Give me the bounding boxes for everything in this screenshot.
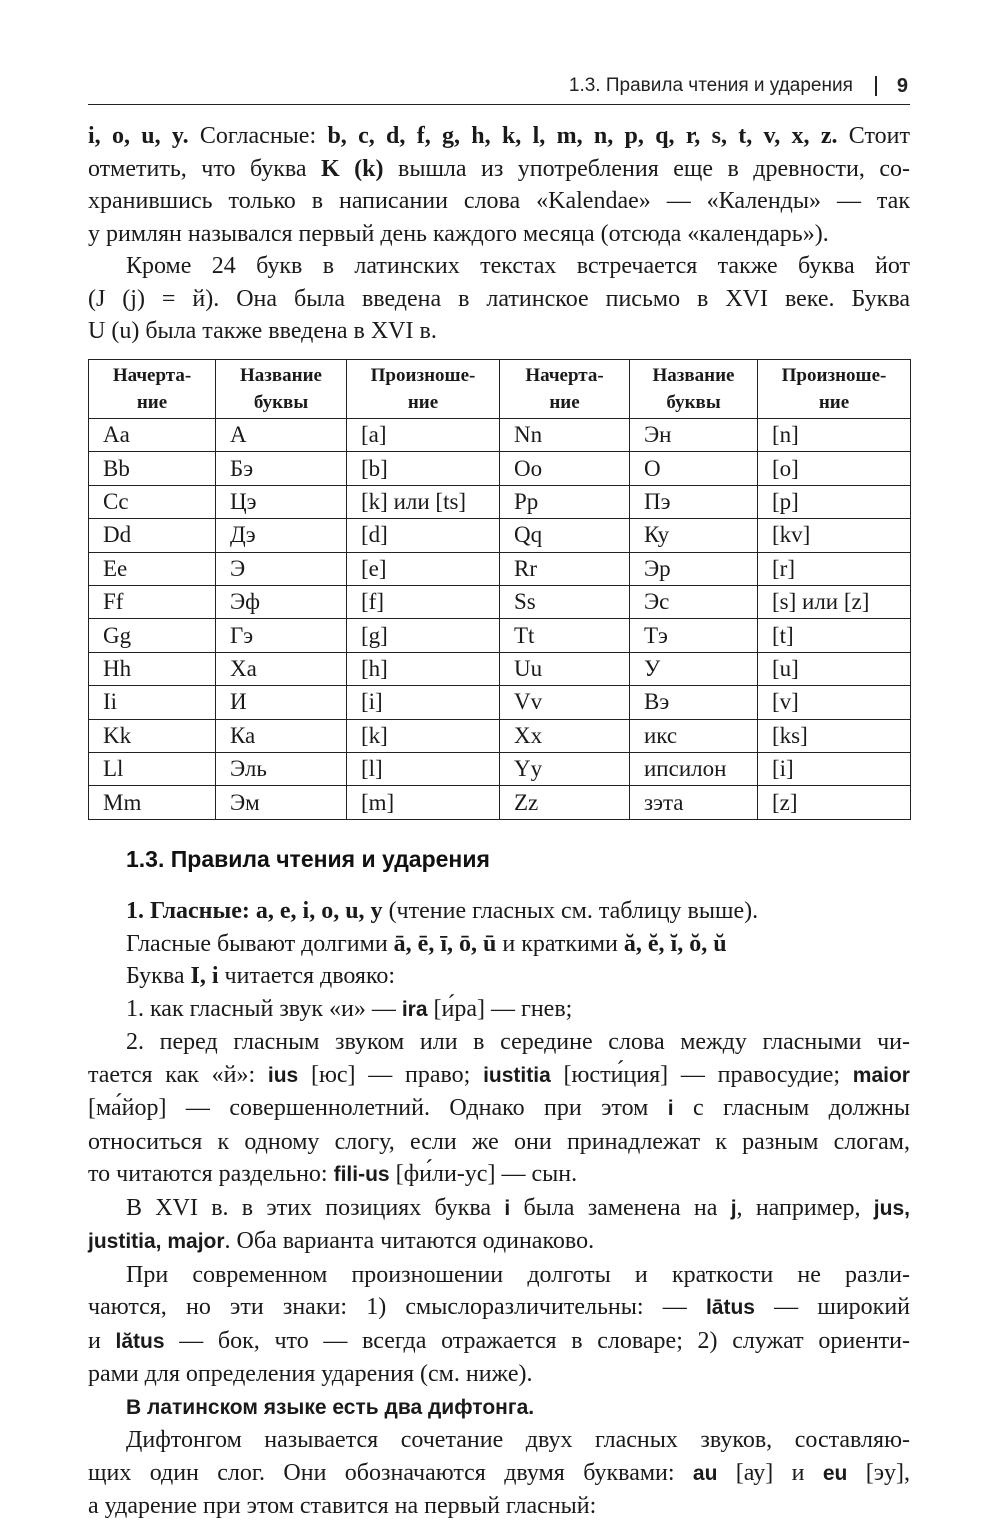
table-cell: Бэ	[216, 452, 347, 485]
table-cell: Kk	[89, 719, 216, 752]
table-cell: Yy	[500, 753, 630, 786]
header-cell: Начерта- ние	[500, 360, 630, 419]
table-cell: Эф	[216, 586, 347, 619]
table-cell: Ss	[500, 586, 630, 619]
xvi-century-paragraph: В XVI в. в этих позициях буква i была заменена на j, например, jus, justitia, major. Оба варианта читаются одинаково.	[88, 1194, 910, 1254]
table-cell: Hh	[89, 652, 216, 685]
table-cell: [m]	[347, 786, 500, 820]
header-cell: Название буквы	[630, 360, 758, 419]
table-cell: Aa	[89, 419, 216, 452]
table-cell: Mm	[89, 786, 216, 820]
header-cell: Название буквы	[216, 360, 347, 419]
table-cell: Xx	[500, 719, 630, 752]
table-row	[89, 719, 911, 752]
table-row	[89, 753, 911, 786]
table-cell: [v]	[758, 686, 911, 719]
table-cell: Tt	[500, 619, 630, 652]
table-cell: Ка	[216, 719, 347, 752]
table-cell: зэта	[630, 786, 758, 820]
table-cell: Cc	[89, 485, 216, 518]
table-cell: [p]	[758, 485, 911, 518]
table-cell: Ee	[89, 552, 216, 585]
table-row	[89, 519, 911, 552]
table-cell: Zz	[500, 786, 630, 820]
table-cell: [u]	[758, 652, 911, 685]
table-row	[89, 485, 911, 518]
table-cell: [d]	[347, 519, 500, 552]
table-cell: [l]	[347, 753, 500, 786]
table-cell: Ii	[89, 686, 216, 719]
table-cell: [s] или [z]	[758, 586, 911, 619]
table-cell: Гэ	[216, 619, 347, 652]
length-paragraph: При современном произношении долготы и краткости не разли- чаются, но эти знаки: 1) смыслоразличительны: — lātus — широкий и lătus — бок, что — всегда отражается в словаре; 2) служат ориенти- рами для определения ударения (см. ниже).	[88, 1261, 911, 1387]
table-cell: Rr	[500, 552, 630, 585]
table-cell: Pp	[500, 485, 630, 518]
table-cell: У	[630, 652, 758, 685]
table-cell: [k] или [ts]	[347, 485, 500, 518]
table-cell: А	[216, 419, 347, 452]
table-cell: Цэ	[216, 485, 347, 518]
running-head-title: 1.3. Правила чтения и ударения	[568, 75, 853, 96]
table-cell: Вэ	[630, 686, 758, 719]
table-cell: ипсилон	[630, 753, 758, 786]
table-cell: Gg	[89, 619, 216, 652]
table-cell: [i]	[347, 686, 500, 719]
running-head-divider	[875, 76, 877, 96]
running-head	[88, 68, 910, 105]
table-cell: [a]	[347, 419, 500, 452]
table-cell: [i]	[758, 753, 911, 786]
diphthong-heading: В латинском языке есть два дифтонга.	[126, 1395, 535, 1419]
table-cell: [k]	[347, 719, 500, 752]
table-cell: [t]	[758, 619, 911, 652]
table-cell: Ff	[89, 586, 216, 619]
table-cell: Bb	[89, 452, 216, 485]
table-cell: Пэ	[630, 485, 758, 518]
table-cell: И	[216, 686, 347, 719]
table-cell: Эс	[630, 586, 758, 619]
table-cell: Ll	[89, 753, 216, 786]
table-cell: Тэ	[630, 619, 758, 652]
table-row	[89, 419, 911, 452]
table-cell: [o]	[758, 452, 911, 485]
table-cell: Эр	[630, 552, 758, 585]
table-cell: [e]	[347, 552, 500, 585]
table-header-row	[89, 360, 911, 419]
table-cell: [b]	[347, 452, 500, 485]
table-cell: [n]	[758, 419, 911, 452]
table-row	[89, 786, 911, 820]
diphthong-paragraph: Дифтонгом называется сочетание двух гласных звуков, составляю- щих один слог. Они обозначаются двумя буквами: au [ау] и eu [эу], а ударение при этом ставится на первый гласный:	[88, 1427, 911, 1519]
table-cell: Эн	[630, 419, 758, 452]
table-cell: Ха	[216, 652, 347, 685]
table-cell: Uu	[500, 652, 630, 685]
section-title: 1.3. Правила чтения и ударения	[126, 846, 490, 872]
table-cell: Дэ	[216, 519, 347, 552]
table-cell: Vv	[500, 686, 630, 719]
table-cell: [z]	[758, 786, 911, 820]
table-cell: [ks]	[758, 719, 911, 752]
item-2-paragraph: 2. перед гласным звуком или в середине слова между гласными чи- тается как «й»: ius [юс] — право; iustitia [юсти́ция] — правосудие; maior [ма́йор] — совершеннолетний. Однако при этом i с гласным должны относиться к одному слогу, если же они принадлежат к разным слогам, то читаются раздельно: fili-us [фи́ли-ус] — сын.	[88, 1029, 910, 1187]
header-cell: Произноше- ние	[347, 360, 500, 419]
section-text	[88, 895, 910, 1523]
table-cell: Ку	[630, 519, 758, 552]
page-number: 9	[896, 74, 908, 97]
table-row	[89, 619, 911, 652]
table-row	[89, 686, 911, 719]
table-cell: икс	[630, 719, 758, 752]
alphabet-table	[88, 359, 911, 820]
intro-paragraph-1: i, o, u, y. Согласные: b, c, d, f, g, h, k, l, m, n, p, q, r, s, t, v, x, z. Стоит отметить, что буква K (k) вышла из употребления еще в древности, со- хранившись только в написании слова «Kalendae» — «Календы» — так у римлян назывался первый день каждого месяца (отсюда «календарь»).	[88, 123, 910, 247]
table-cell: Эль	[216, 753, 347, 786]
table-cell: [g]	[347, 619, 500, 652]
table-row	[89, 552, 911, 585]
header-cell: Начерта- ние	[89, 360, 216, 419]
table-cell: [kv]	[758, 519, 911, 552]
table-cell: [r]	[758, 552, 911, 585]
table-cell: Qq	[500, 519, 630, 552]
table-row	[89, 452, 911, 485]
table-cell: Oo	[500, 452, 630, 485]
table-body	[89, 419, 911, 820]
table-cell: О	[630, 452, 758, 485]
table-cell: Nn	[500, 419, 630, 452]
table-cell: Эм	[216, 786, 347, 820]
table-cell: Э	[216, 552, 347, 585]
intro-paragraph-2: Кроме 24 букв в латинских текстах встречается также буква йот (J (j) = й). Она была введена в латинское письмо в XVI веке. Буква U (u) была также введена в XVI в.	[88, 253, 910, 344]
header-cell: Произноше- ние	[758, 360, 911, 419]
table-row	[89, 586, 911, 619]
vowels-paragraph: 1. Гласные: a, e, i, o, u, y (чтение гласных см. таблицу выше). Гласные бывают долгими ā, ē, ī, ō, ū и краткими ă, ĕ, ĭ, ŏ, ŭ Буква I, i читается двояко: 1. как гласный звук «и» — ira [и́ра] — гнев;	[126, 898, 759, 1022]
table-cell: Dd	[89, 519, 216, 552]
table-cell: [f]	[347, 586, 500, 619]
table-cell: [h]	[347, 652, 500, 685]
intro-text	[88, 120, 910, 348]
table-row	[89, 652, 911, 685]
